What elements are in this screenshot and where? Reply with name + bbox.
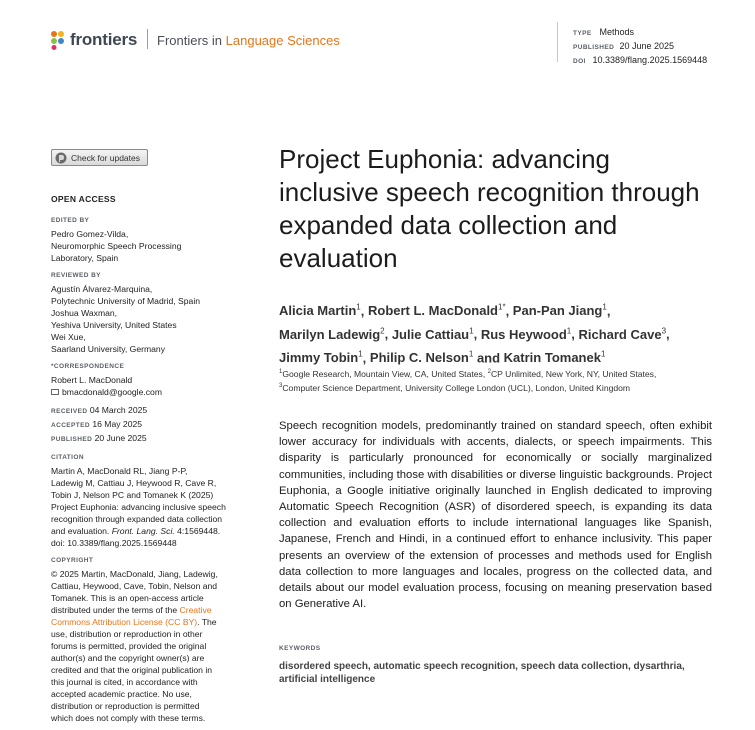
citation-line: and evaluation. Front. Lang. Sci. 4:1569448. <box>51 526 221 536</box>
journal-name[interactable] <box>157 33 340 48</box>
reviewed-by-heading: REVIEWED BY <box>51 272 101 279</box>
affiliation-line: $^1$Google Research, Mountain View, CA, United States, $^2$CP Unlimited, New York, NY, United States, <box>279 368 657 379</box>
copyright-line: forums is permitted, provided the original <box>51 641 207 651</box>
citation-doi[interactable]: doi: 10.3389/flang.2025.1569448 <box>51 538 177 548</box>
reviewer-line: Yeshiva University, United States <box>51 320 177 330</box>
check-for-updates-label: Check for updates <box>71 152 140 163</box>
correspondence-section <box>51 361 251 398</box>
date-accepted: ACCEPTED 16 May 2025 <box>51 419 143 429</box>
abstract: Speech recognition models, predominantly trained on standard speech, often exhibit lower accuracy for individuals with accents, dialects, or speech impairments. This disparity is particularly pronounced for economically or socially marginalized communities, including those with disabilities or diverse linguistic backgrounds. Project Euphonia, a Google initiative originally launched in English dedicated to improving Automatic Speech Recognition (ASR) of disordered speech, is expanding its data collection and evaluation efforts to include international languages like Spanish, Japanese, French and Hindi, in a continued effort to enhance inclusivity. This paper presents an overview of the extension of processes and methods used for English data collection to more languages and locales, progress on the collected data, and details about our model evaluation process, focusing on meaning preservation based on Generative AI. <box>279 420 712 611</box>
edited-by-heading: EDITED BY <box>51 217 90 224</box>
meta-doi[interactable]: DOI 10.3389/flang.2025.1569448 <box>573 55 708 65</box>
copyright-line: this journal is cited, in accordance with <box>51 677 198 687</box>
edited-by-line: Laboratory, Spain <box>51 253 119 263</box>
copyright-line: © 2025 Martin, MacDonald, Jiang, Ladewig, <box>51 569 218 579</box>
author-name[interactable]: Pan-Pan Jiang$^1$ <box>512 303 607 319</box>
correspondence-heading: *CORRESPONDENCE <box>51 363 125 370</box>
author-name[interactable]: Katrin Tomanek$^1$ <box>503 349 606 365</box>
copyright-line: accepted academic practice. No use, <box>51 689 192 699</box>
author-name[interactable]: Philip C. Nelson$^1$ <box>369 349 474 365</box>
reviewer-line: Wei Xue, <box>51 332 86 342</box>
date-received: RECEIVED 04 March 2025 <box>51 405 148 415</box>
license-link[interactable]: Commons Attribution License (CC BY) <box>51 617 198 627</box>
logo-wordmark: frontiers <box>70 30 138 49</box>
meta-published: PUBLISHED 20 June 2025 <box>573 41 675 51</box>
dates-section <box>51 404 251 446</box>
meta-divider <box>557 22 558 62</box>
citation-section <box>51 452 251 549</box>
keywords-heading: KEYWORDS <box>279 645 321 652</box>
copyright-line: distributed under the terms of the Creative <box>51 605 212 615</box>
correspondence-email-row[interactable] <box>51 386 251 398</box>
article-sidebar <box>51 193 251 730</box>
copyright-line: which does not comply with these terms. <box>51 713 206 723</box>
author-name[interactable]: Richard Cave$^3$ <box>578 326 667 342</box>
citation-line: Ladewig M, Cattiau J, Heywood R, Cave R, <box>51 478 217 488</box>
copyright-line: credited and that the original publication in <box>51 665 213 675</box>
author-name[interactable]: Julie Cattiau$^1$ <box>391 326 474 342</box>
copyright-line: Tomanek. This is an open-access article <box>51 593 204 603</box>
copyright-section <box>51 555 251 724</box>
reviewer-line: Polytechnic University of Madrid, Spain <box>51 296 201 306</box>
author-name[interactable]: Rus Heywood$^1$ <box>480 326 572 342</box>
reviewer-line: Agustín Álvarez-Marquina, <box>51 284 153 294</box>
copyright-line: use, distribution or reproduction in other <box>51 629 203 639</box>
affiliations <box>279 366 719 394</box>
correspondence-name: Robert L. MacDonald <box>51 375 133 385</box>
keywords: disordered speech, automatic speech recognition, speech data collection, dysarthria, artificial intelligence <box>279 661 685 685</box>
journal-divider <box>147 29 148 49</box>
copyright-line: Cattiau, Heywood, Cave, Tobin, Nelson and <box>51 581 218 591</box>
license-link[interactable]: Creative <box>179 605 212 615</box>
author-name[interactable]: Jimmy Tobin$^1$ <box>279 349 363 365</box>
citation-line: Project Euphonia: advancing inclusive speech <box>51 502 226 512</box>
check-for-updates-button[interactable] <box>51 149 148 166</box>
article-title: Project Euphonia: advancing inclusive speech recognition through expanded data collection and evaluation <box>279 144 700 273</box>
citation-heading: CITATION <box>51 454 84 461</box>
copyright-line: Commons Attribution License (CC BY). The <box>51 617 217 627</box>
journal-accent: Language Sciences <box>225 33 340 48</box>
edited-by-line: Neuromorphic Speech Processing <box>51 241 182 251</box>
frontiers-logo-icon <box>50 30 66 50</box>
citation-line: recognition through expanded data collection <box>51 514 223 524</box>
author-name[interactable]: Robert L. MacDonald$^{1*}$ <box>367 303 506 319</box>
mail-icon <box>51 389 59 395</box>
author-name[interactable]: Marilyn Ladewig$^2$ <box>279 326 385 342</box>
copyright-heading: COPYRIGHT <box>51 557 94 564</box>
meta-type: TYPE Methods <box>573 27 635 37</box>
citation-line: Martin A, MacDonald RL, Jiang P-P, <box>51 466 188 476</box>
copyright-line: author(s) and the copyright owner(s) are <box>51 653 205 663</box>
correspondence-email[interactable]: bmacdonald@google.com <box>62 387 162 397</box>
author-list: Alicia Martin$^1$, Robert L. MacDonald$^{1*}$, Pan-Pan Jiang$^1$, Marilyn Ladewig$^2$, Julie Cattiau$^1$, Rus Heywood$^1$, Richard Cave$^3$, Jimmy Tobin$^1$, Philip C. Nelson$^1$ and Katrin Tomanek$^1$ <box>279 303 670 365</box>
journal-prefix: Frontiers in <box>157 33 223 48</box>
reviewer-line: Saarland University, Germany <box>51 344 165 354</box>
edited-by-line: Pedro Gomez-Vilda, <box>51 229 129 239</box>
update-check-icon <box>55 152 67 164</box>
open-access-label: OPEN ACCESS <box>51 194 116 204</box>
author-name[interactable]: Alicia Martin$^1$ <box>279 303 361 319</box>
citation-line: Tobin J, Nelson PC and Tomanek K (2025) <box>51 490 214 500</box>
article-meta <box>573 26 707 68</box>
date-published: PUBLISHED 20 June 2025 <box>51 433 147 443</box>
copyright-line: distribution or reproduction is permitted <box>51 701 200 711</box>
affiliation-line: $^3$Computer Science Department, University College London (UCL), London, United Kingdom <box>279 382 631 393</box>
reviewer-line: Joshua Waxman, <box>51 308 118 318</box>
reviewed-by-section <box>51 270 251 355</box>
edited-by-section <box>51 215 251 264</box>
frontiers-logo[interactable] <box>50 28 137 52</box>
